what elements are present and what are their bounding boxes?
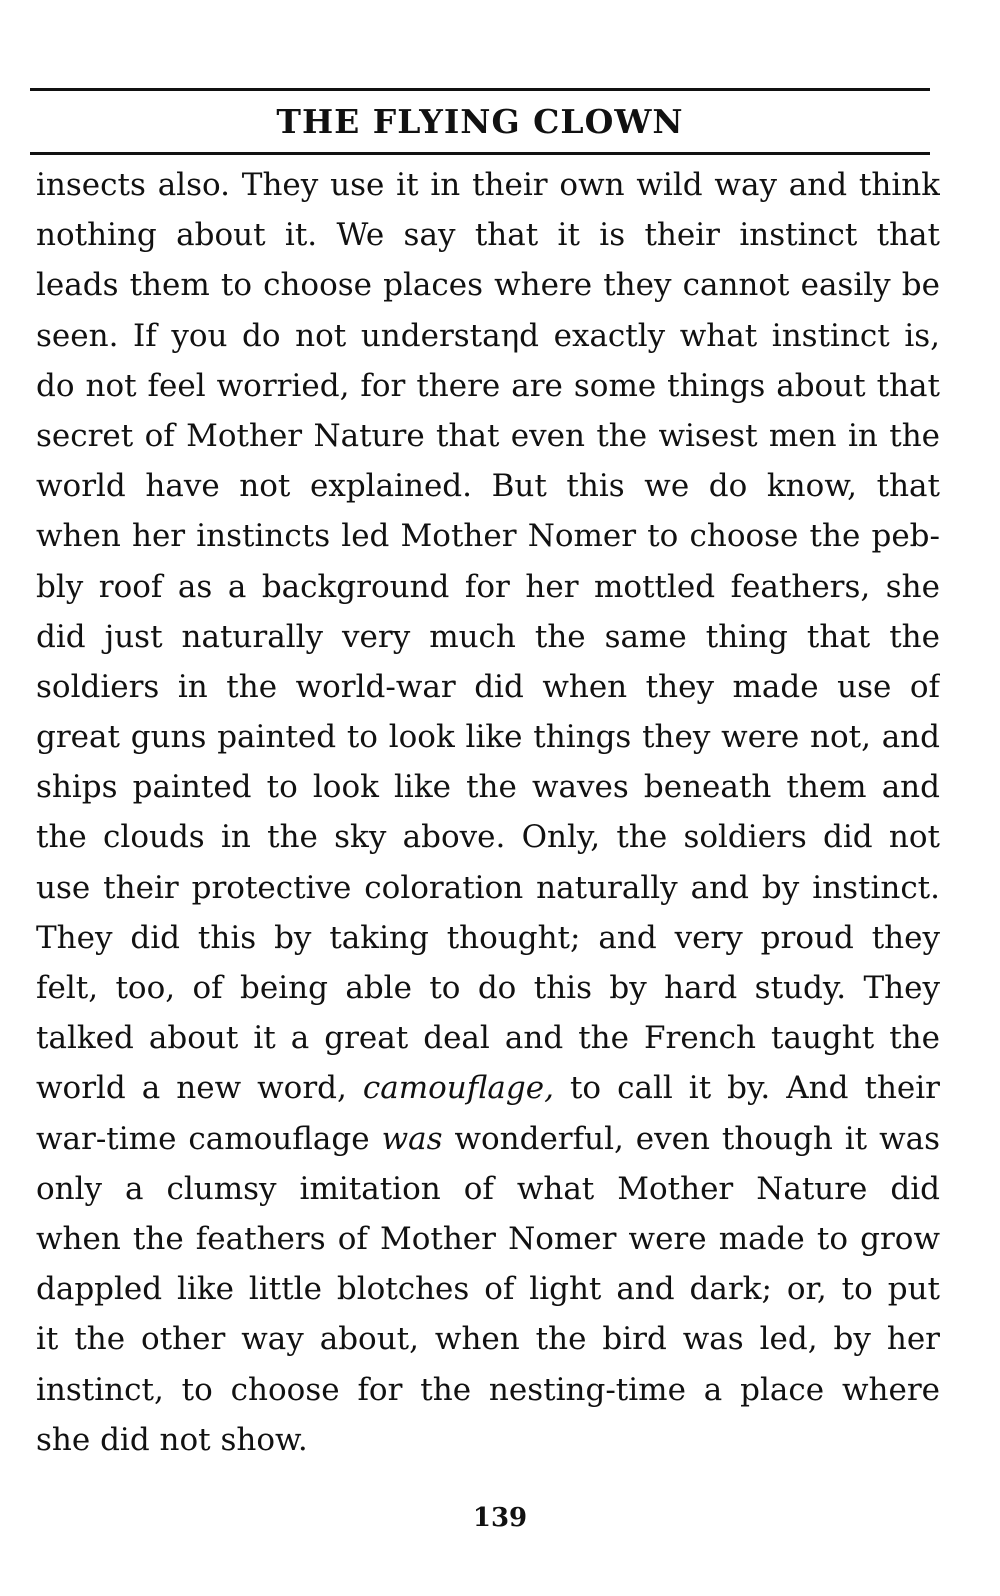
text-line: when her instincts led Mother Nomer to choose the peb- <box>36 518 940 555</box>
text-line: dappled like little blotches of light and dark; or, to put <box>36 1271 940 1308</box>
header-rule-bottom <box>30 152 930 155</box>
text-line: world a new word, camouflage, to call it by. And their <box>36 1070 940 1107</box>
text-line: world have not explained. But this we do know, that <box>36 468 940 505</box>
text-line: great guns painted to look like things they were not, and <box>36 719 940 756</box>
page-number: 139 <box>472 1503 528 1533</box>
text-line: she did not show. <box>36 1421 308 1458</box>
body-text <box>36 160 940 1465</box>
text-line: seen. If you do not understaηd exactly what instinct is, <box>36 317 940 354</box>
text-line: the clouds in the sky above. Only, the soldiers did not <box>36 819 940 856</box>
text-line: nothing about it. We say that it is their instinct that <box>36 217 940 254</box>
text-line: felt, too, of being able to do this by hard study. They <box>36 970 940 1006</box>
header-rule-top <box>30 88 930 91</box>
text-line: use their protective coloration naturally and by instinct. <box>36 869 940 906</box>
text-line: it the other way about, when the bird was led, by her <box>36 1321 940 1358</box>
text-line: leads them to choose places where they cannot easily be <box>36 267 940 304</box>
text-line: bly roof as a background for her mottled feathers, she <box>36 568 940 605</box>
text-line: war-time camouflage was wonderful, even though it was <box>36 1120 940 1157</box>
text-line: secret of Mother Nature that even the wisest men in the <box>36 417 940 454</box>
text-line: when the feathers of Mother Nomer were made to grow <box>36 1220 940 1257</box>
text-line: ships painted to look like the waves beneath them and <box>36 769 940 806</box>
running-title: THE FLYING CLOWN <box>276 102 684 141</box>
text-line: insects also. They use it in their own wild way and think <box>36 167 940 203</box>
text-line: instinct, to choose for the nesting-time a place where <box>36 1371 940 1408</box>
text-line: do not feel worried, for there are some things about that <box>36 367 940 404</box>
text-line: did just naturally very much the same thing that the <box>36 618 940 655</box>
text-line: talked about it a great deal and the French taught the <box>36 1020 940 1057</box>
text-line: They did this by taking thought; and very proud they <box>36 919 940 956</box>
text-line: soldiers in the world-war did when they made use of <box>36 668 940 705</box>
text-line: only a clumsy imitation of what Mother Nature did <box>36 1170 940 1207</box>
